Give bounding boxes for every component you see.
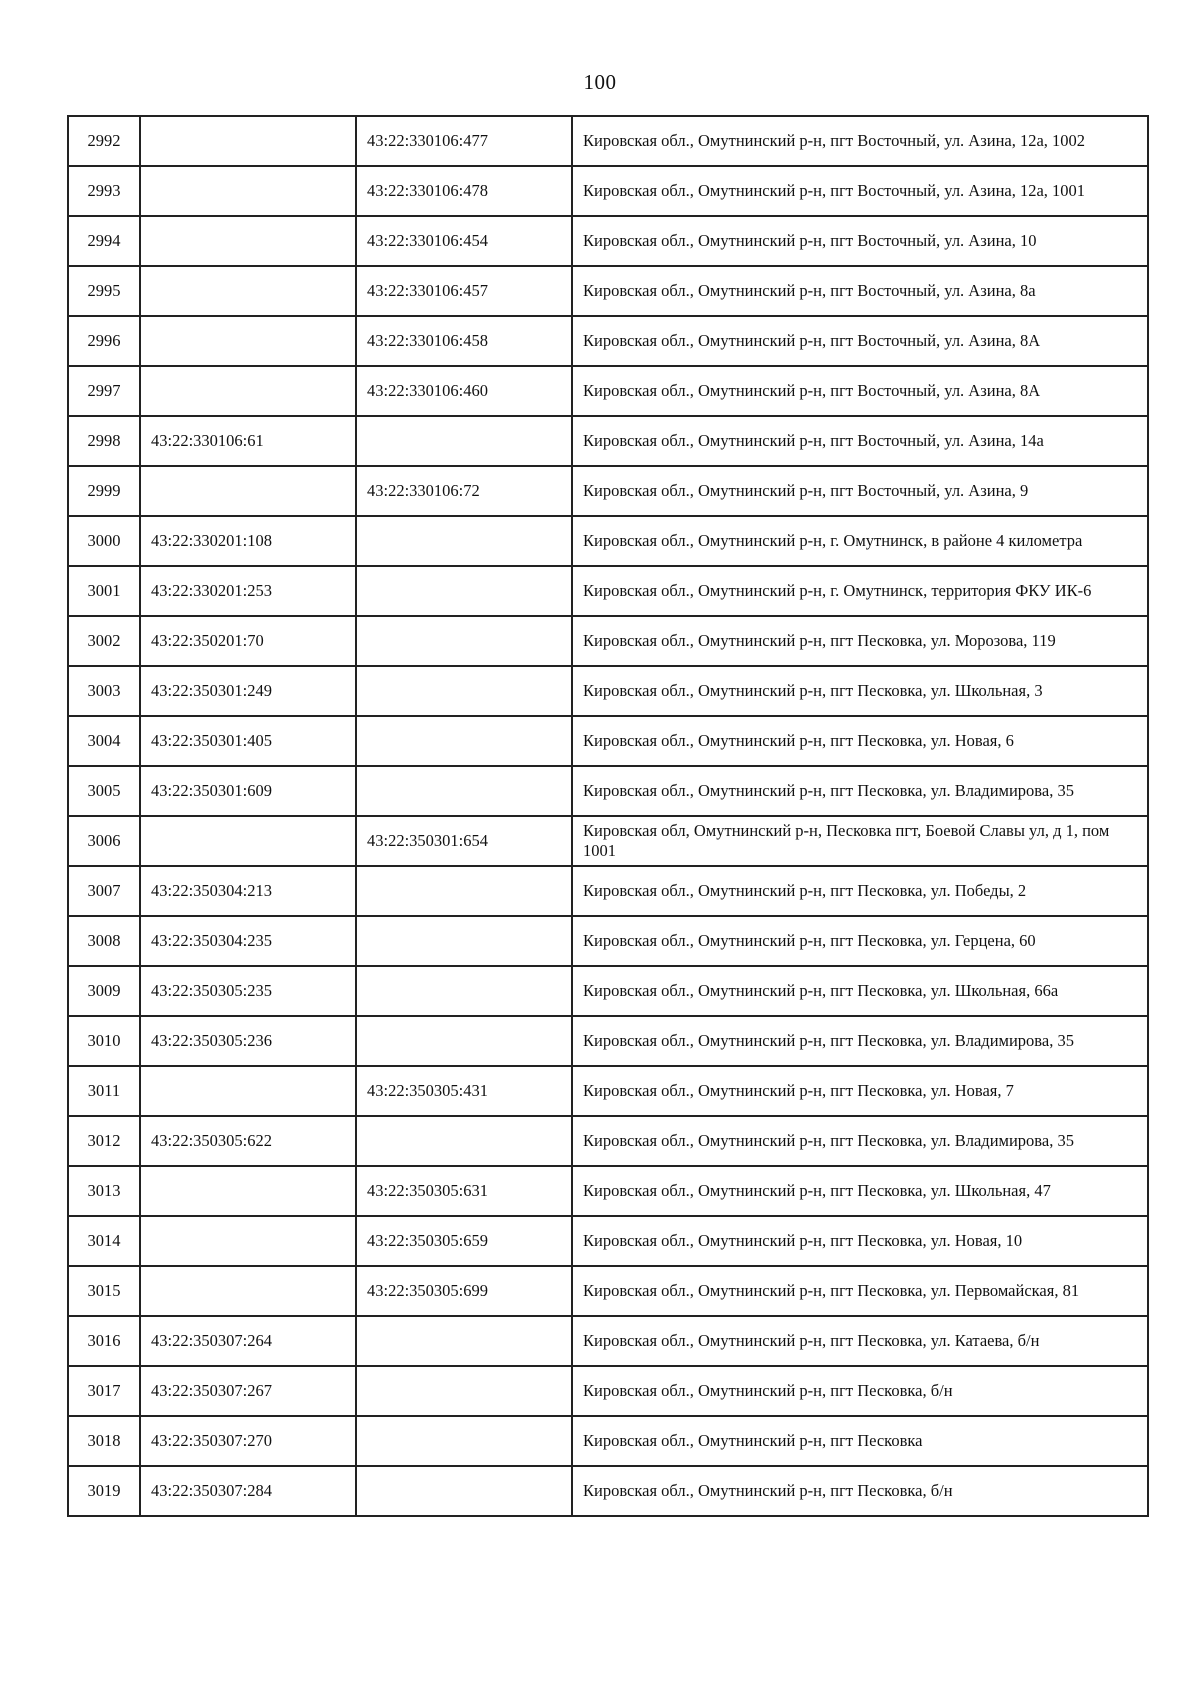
land-cadastral-number-cell: 43:22:350307:267 bbox=[140, 1366, 356, 1416]
land-cadastral-number-cell: 43:22:350304:213 bbox=[140, 866, 356, 916]
table-row bbox=[68, 666, 1148, 716]
row-number-cell: 2998 bbox=[68, 416, 140, 466]
table-row bbox=[68, 716, 1148, 766]
row-number-cell: 3006 bbox=[68, 816, 140, 866]
table-row bbox=[68, 516, 1148, 566]
registry-table bbox=[67, 115, 1149, 1517]
object-cadastral-number-cell bbox=[356, 916, 572, 966]
table-row bbox=[68, 1016, 1148, 1066]
table-row bbox=[68, 1416, 1148, 1466]
address-cell: Кировская обл., Омутнинский р-н, пгт Песковка, ул. Первомайская, 81 bbox=[572, 1266, 1148, 1316]
address-cell: Кировская обл., Омутнинский р-н, пгт Песковка, ул. Герцена, 60 bbox=[572, 916, 1148, 966]
object-cadastral-number-cell bbox=[356, 1466, 572, 1516]
row-number-cell: 3011 bbox=[68, 1066, 140, 1116]
row-number-cell: 3008 bbox=[68, 916, 140, 966]
address-cell: Кировская обл., Омутнинский р-н, пгт Песковка, ул. Владимирова, 35 bbox=[572, 1016, 1148, 1066]
land-cadastral-number-cell bbox=[140, 116, 356, 166]
row-number-cell: 3009 bbox=[68, 966, 140, 1016]
land-cadastral-number-cell: 43:22:330201:108 bbox=[140, 516, 356, 566]
land-cadastral-number-cell bbox=[140, 166, 356, 216]
table-row bbox=[68, 966, 1148, 1016]
table-row bbox=[68, 1216, 1148, 1266]
table-row bbox=[68, 866, 1148, 916]
object-cadastral-number-cell: 43:22:350305:431 bbox=[356, 1066, 572, 1116]
row-number-cell: 3005 bbox=[68, 766, 140, 816]
object-cadastral-number-cell bbox=[356, 616, 572, 666]
table-row bbox=[68, 816, 1148, 866]
address-cell: Кировская обл., Омутнинский р-н, пгт Восточный, ул. Азина, 8А bbox=[572, 366, 1148, 416]
row-number-cell: 3003 bbox=[68, 666, 140, 716]
row-number-cell: 3004 bbox=[68, 716, 140, 766]
object-cadastral-number-cell: 43:22:330106:477 bbox=[356, 116, 572, 166]
address-cell: Кировская обл., Омутнинский р-н, г. Омутнинск, территория ФКУ ИК-6 bbox=[572, 566, 1148, 616]
land-cadastral-number-cell bbox=[140, 1066, 356, 1116]
land-cadastral-number-cell: 43:22:350307:284 bbox=[140, 1466, 356, 1516]
address-cell: Кировская обл., Омутнинский р-н, пгт Песковка, ул. Школьная, 3 bbox=[572, 666, 1148, 716]
row-number-cell: 2994 bbox=[68, 216, 140, 266]
row-number-cell: 3014 bbox=[68, 1216, 140, 1266]
row-number-cell: 2997 bbox=[68, 366, 140, 416]
address-cell: Кировская обл., Омутнинский р-н, пгт Песковка, ул. Новая, 10 bbox=[572, 1216, 1148, 1266]
address-cell: Кировская обл., Омутнинский р-н, пгт Песковка, ул. Владимирова, 35 bbox=[572, 766, 1148, 816]
address-cell: Кировская обл., Омутнинский р-н, пгт Восточный, ул. Азина, 8а bbox=[572, 266, 1148, 316]
address-cell: Кировская обл., Омутнинский р-н, пгт Песковка, ул. Морозова, 119 bbox=[572, 616, 1148, 666]
table-row bbox=[68, 116, 1148, 166]
address-cell: Кировская обл., Омутнинский р-н, пгт Песковка, ул. Школьная, 47 bbox=[572, 1166, 1148, 1216]
address-cell: Кировская обл., Омутнинский р-н, пгт Песковка, ул. Катаева, б/н bbox=[572, 1316, 1148, 1366]
land-cadastral-number-cell: 43:22:350307:264 bbox=[140, 1316, 356, 1366]
object-cadastral-number-cell bbox=[356, 1116, 572, 1166]
object-cadastral-number-cell: 43:22:330106:460 bbox=[356, 366, 572, 416]
land-cadastral-number-cell: 43:22:350301:249 bbox=[140, 666, 356, 716]
address-cell: Кировская обл., Омутнинский р-н, пгт Восточный, ул. Азина, 8А bbox=[572, 316, 1148, 366]
object-cadastral-number-cell: 43:22:330106:478 bbox=[356, 166, 572, 216]
land-cadastral-number-cell: 43:22:350201:70 bbox=[140, 616, 356, 666]
row-number-cell: 3001 bbox=[68, 566, 140, 616]
object-cadastral-number-cell: 43:22:350305:659 bbox=[356, 1216, 572, 1266]
address-cell: Кировская обл., Омутнинский р-н, пгт Восточный, ул. Азина, 10 bbox=[572, 216, 1148, 266]
row-number-cell: 3010 bbox=[68, 1016, 140, 1066]
land-cadastral-number-cell: 43:22:330201:253 bbox=[140, 566, 356, 616]
land-cadastral-number-cell bbox=[140, 816, 356, 866]
row-number-cell: 3000 bbox=[68, 516, 140, 566]
land-cadastral-number-cell bbox=[140, 266, 356, 316]
table-row bbox=[68, 566, 1148, 616]
object-cadastral-number-cell: 43:22:330106:454 bbox=[356, 216, 572, 266]
table-row bbox=[68, 1066, 1148, 1116]
table-row bbox=[68, 366, 1148, 416]
object-cadastral-number-cell: 43:22:350305:631 bbox=[356, 1166, 572, 1216]
land-cadastral-number-cell: 43:22:350305:622 bbox=[140, 1116, 356, 1166]
land-cadastral-number-cell: 43:22:350305:236 bbox=[140, 1016, 356, 1066]
land-cadastral-number-cell: 43:22:350301:405 bbox=[140, 716, 356, 766]
table-row bbox=[68, 766, 1148, 816]
land-cadastral-number-cell bbox=[140, 316, 356, 366]
object-cadastral-number-cell bbox=[356, 1366, 572, 1416]
address-cell: Кировская обл., Омутнинский р-н, пгт Песковка, б/н bbox=[572, 1466, 1148, 1516]
row-number-cell: 2992 bbox=[68, 116, 140, 166]
table-row bbox=[68, 1366, 1148, 1416]
page-number: 100 bbox=[583, 70, 617, 94]
object-cadastral-number-cell bbox=[356, 866, 572, 916]
row-number-cell: 2999 bbox=[68, 466, 140, 516]
object-cadastral-number-cell bbox=[356, 1316, 572, 1366]
land-cadastral-number-cell: 43:22:350301:609 bbox=[140, 766, 356, 816]
address-cell: Кировская обл., Омутнинский р-н, пгт Восточный, ул. Азина, 12а, 1001 bbox=[572, 166, 1148, 216]
table-row bbox=[68, 166, 1148, 216]
row-number-cell: 3013 bbox=[68, 1166, 140, 1216]
address-cell: Кировская обл., Омутнинский р-н, пгт Восточный, ул. Азина, 14а bbox=[572, 416, 1148, 466]
table-row bbox=[68, 1316, 1148, 1366]
address-cell: Кировская обл., Омутнинский р-н, пгт Восточный, ул. Азина, 12а, 1002 bbox=[572, 116, 1148, 166]
table-row bbox=[68, 1166, 1148, 1216]
address-cell: Кировская обл., Омутнинский р-н, пгт Песковка, ул. Школьная, 66а bbox=[572, 966, 1148, 1016]
object-cadastral-number-cell bbox=[356, 566, 572, 616]
row-number-cell: 2995 bbox=[68, 266, 140, 316]
row-number-cell: 2996 bbox=[68, 316, 140, 366]
table-row bbox=[68, 616, 1148, 666]
object-cadastral-number-cell bbox=[356, 966, 572, 1016]
address-cell: Кировская обл., Омутнинский р-н, пгт Песковка, ул. Новая, 7 bbox=[572, 1066, 1148, 1116]
object-cadastral-number-cell bbox=[356, 766, 572, 816]
row-number-cell: 3007 bbox=[68, 866, 140, 916]
object-cadastral-number-cell bbox=[356, 1416, 572, 1466]
object-cadastral-number-cell: 43:22:330106:458 bbox=[356, 316, 572, 366]
table-row bbox=[68, 916, 1148, 966]
land-cadastral-number-cell bbox=[140, 466, 356, 516]
row-number-cell: 3012 bbox=[68, 1116, 140, 1166]
address-cell: Кировская обл., Омутнинский р-н, пгт Песковка, ул. Новая, 6 bbox=[572, 716, 1148, 766]
land-cadastral-number-cell: 43:22:350307:270 bbox=[140, 1416, 356, 1466]
object-cadastral-number-cell bbox=[356, 416, 572, 466]
land-cadastral-number-cell bbox=[140, 1216, 356, 1266]
row-number-cell: 3018 bbox=[68, 1416, 140, 1466]
row-number-cell: 3015 bbox=[68, 1266, 140, 1316]
row-number-cell: 3002 bbox=[68, 616, 140, 666]
table-row bbox=[68, 1266, 1148, 1316]
table-row bbox=[68, 416, 1148, 466]
address-cell: Кировская обл., Омутнинский р-н, пгт Восточный, ул. Азина, 9 bbox=[572, 466, 1148, 516]
object-cadastral-number-cell bbox=[356, 666, 572, 716]
land-cadastral-number-cell: 43:22:350304:235 bbox=[140, 916, 356, 966]
land-cadastral-number-cell bbox=[140, 1266, 356, 1316]
land-cadastral-number-cell bbox=[140, 216, 356, 266]
address-cell: Кировская обл., Омутнинский р-н, пгт Песковка bbox=[572, 1416, 1148, 1466]
table-row bbox=[68, 266, 1148, 316]
land-cadastral-number-cell: 43:22:350305:235 bbox=[140, 966, 356, 1016]
object-cadastral-number-cell: 43:22:350305:699 bbox=[356, 1266, 572, 1316]
land-cadastral-number-cell bbox=[140, 1166, 356, 1216]
land-cadastral-number-cell bbox=[140, 366, 356, 416]
land-cadastral-number-cell: 43:22:330106:61 bbox=[140, 416, 356, 466]
row-number-cell: 3019 bbox=[68, 1466, 140, 1516]
table-row bbox=[68, 466, 1148, 516]
table-row bbox=[68, 316, 1148, 366]
address-cell: Кировская обл, Омутнинский р-н, Песковка пгт, Боевой Славы ул, д 1, пом 1001 bbox=[572, 816, 1148, 866]
object-cadastral-number-cell: 43:22:330106:72 bbox=[356, 466, 572, 516]
address-cell: Кировская обл., Омутнинский р-н, г. Омутнинск, в районе 4 километра bbox=[572, 516, 1148, 566]
object-cadastral-number-cell: 43:22:350301:654 bbox=[356, 816, 572, 866]
table-row bbox=[68, 216, 1148, 266]
object-cadastral-number-cell bbox=[356, 516, 572, 566]
address-cell: Кировская обл., Омутнинский р-н, пгт Песковка, б/н bbox=[572, 1366, 1148, 1416]
address-cell: Кировская обл., Омутнинский р-н, пгт Песковка, ул. Владимирова, 35 bbox=[572, 1116, 1148, 1166]
table-row bbox=[68, 1466, 1148, 1516]
row-number-cell: 3017 bbox=[68, 1366, 140, 1416]
table-row bbox=[68, 1116, 1148, 1166]
row-number-cell: 3016 bbox=[68, 1316, 140, 1366]
object-cadastral-number-cell bbox=[356, 1016, 572, 1066]
registry-table-body bbox=[68, 116, 1148, 1516]
address-cell: Кировская обл., Омутнинский р-н, пгт Песковка, ул. Победы, 2 bbox=[572, 866, 1148, 916]
object-cadastral-number-cell: 43:22:330106:457 bbox=[356, 266, 572, 316]
row-number-cell: 2993 bbox=[68, 166, 140, 216]
object-cadastral-number-cell bbox=[356, 716, 572, 766]
